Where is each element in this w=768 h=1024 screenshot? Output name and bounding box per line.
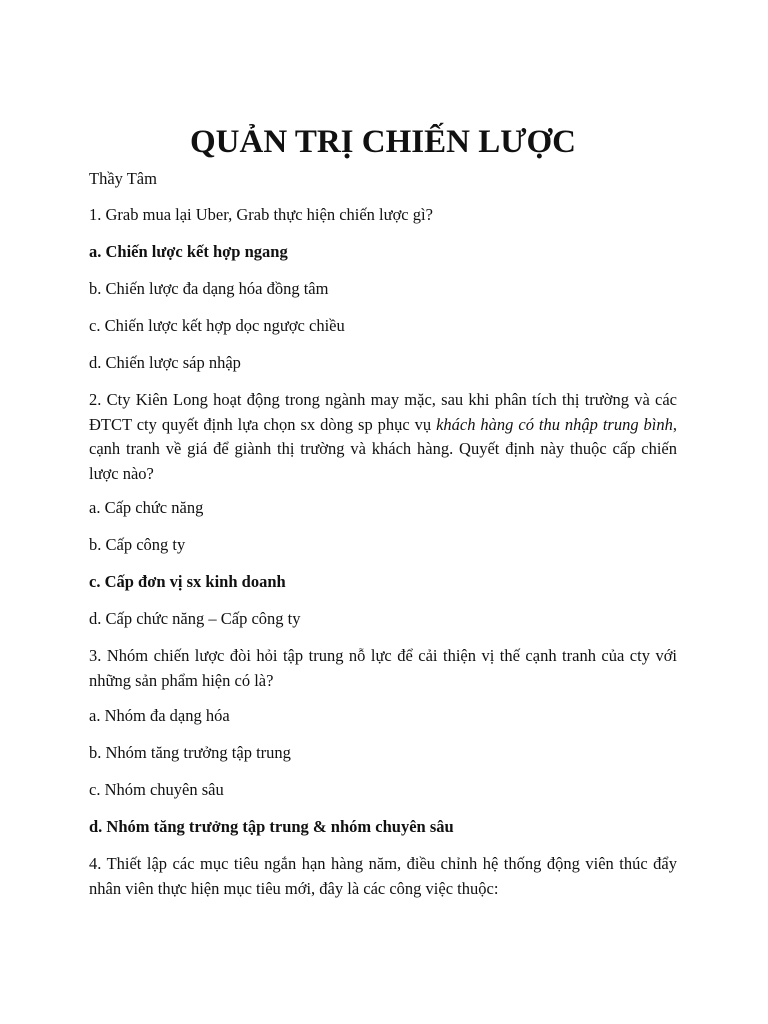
- question-3-text: 3. Nhóm chiến lược đòi hỏi tập trung nỗ lực để cải thiện vị thế cạnh tranh của cty với những sản phẩm hiện có là?: [89, 646, 677, 690]
- document-author: Thầy Tâm: [89, 169, 157, 188]
- question-2-text: [89, 388, 677, 486]
- question-2-option-b: b. Cấp công ty: [89, 535, 186, 554]
- question-2-text-part2: , cạnh tranh về giá để giành thị trường và khách hàng. Quyết định này thuộc cấp chiến lược nào?: [89, 414, 677, 483]
- question-1-option-d: d. Chiến lược sáp nhập: [89, 353, 241, 372]
- question-2-text-emphasis: khách hàng có thu nhập trung bình: [436, 414, 673, 434]
- question-2-option-d: d. Cấp chức năng – Cấp công ty: [89, 609, 301, 628]
- question-3-option-a: a. Nhóm đa dạng hóa: [89, 706, 230, 725]
- question-2-option-a: a. Cấp chức năng: [89, 498, 204, 517]
- document-title: QUẢN TRỊ CHIẾN LƯỢC: [190, 124, 576, 160]
- question-1-option-a: a. Chiến lược kết hợp ngang: [89, 242, 288, 261]
- question-1-text: 1. Grab mua lại Uber, Grab thực hiện chiến lược gì?: [89, 205, 433, 224]
- question-1-option-c: c. Chiến lược kết hợp dọc ngược chiều: [89, 316, 345, 335]
- question-3-option-c: c. Nhóm chuyên sâu: [89, 780, 224, 799]
- question-1-option-b: b. Chiến lược đa dạng hóa đồng tâm: [89, 279, 329, 298]
- question-2-option-c: c. Cấp đơn vị sx kinh doanh: [89, 572, 286, 591]
- question-3-option-d: d. Nhóm tăng trưởng tập trung & nhóm chuyên sâu: [89, 817, 454, 836]
- question-2-text-part1: 2. Cty Kiên Long hoạt động trong ngành may mặc, sau khi phân tích thị trường và các ĐTCT cty quyết định lựa chọn sx dòng sp phục vụ: [89, 390, 677, 434]
- question-4-text: 4. Thiết lập các mục tiêu ngắn hạn hàng năm, điều chỉnh hệ thống động viên thúc đẩy nhân viên thực hiện mục tiêu mới, đây là các công việc thuộc:: [89, 854, 677, 898]
- question-3-option-b: b. Nhóm tăng trưởng tập trung: [89, 743, 291, 762]
